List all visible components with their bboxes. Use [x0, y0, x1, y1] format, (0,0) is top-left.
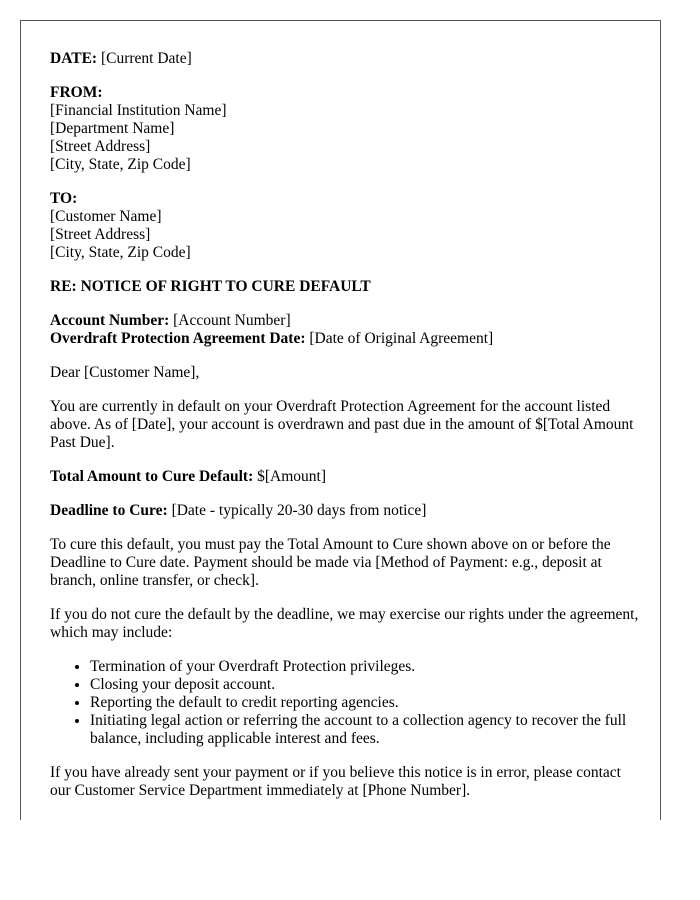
from-block	[50, 84, 642, 174]
from-label: FROM:	[50, 84, 103, 101]
letter-page	[20, 20, 661, 820]
from-city: [City, State, Zip Code]	[50, 156, 191, 173]
to-city: [City, State, Zip Code]	[50, 244, 191, 261]
list-item: • Termination of your Overdraft Protection privileges.	[90, 658, 642, 676]
date-label: DATE:	[50, 50, 98, 67]
default-paragraph: You are currently in default on your Overdraft Protection Agreement for the account listed above. As of [Date], your account is overdrawn and past due in the amount of $[Total Amount Past Due].	[50, 398, 634, 451]
account-number-label: Account Number:	[50, 312, 170, 329]
contact-paragraph: If you have already sent your payment or if you believe this notice is in error, please contact our Customer Service Department immediately at [Phone Number].	[50, 764, 621, 799]
total-cure-label: Total Amount to Cure Default:	[50, 468, 254, 485]
agreement-date-label: Overdraft Protection Agreement Date:	[50, 330, 306, 347]
cure-paragraph: To cure this default, you must pay the Total Amount to Cure shown above on or before the Deadline to Cure date. Payment should be made via [Method of Payment: e.g., deposit at branch, online transfer, or check].	[50, 536, 611, 589]
deadline-label: Deadline to Cure:	[50, 502, 168, 519]
subject-line	[50, 278, 642, 296]
account-number-value: [Account Number]	[173, 312, 291, 329]
salutation: Dear [Customer Name],	[50, 364, 200, 381]
to-label: TO:	[50, 190, 78, 207]
list-item: • Initiating legal action or referring the account to a collection agency to recover the full balance, including applicable interest and fees.	[90, 712, 642, 748]
date-line	[50, 50, 642, 68]
subject-text: RE: NOTICE OF RIGHT TO CURE DEFAULT	[50, 278, 371, 295]
total-cure-value: $[Amount]	[257, 468, 326, 485]
from-institution: [Financial Institution Name]	[50, 102, 227, 119]
account-details	[50, 312, 642, 348]
deadline-line	[50, 502, 642, 520]
to-block	[50, 190, 642, 262]
from-department: [Department Name]	[50, 120, 175, 137]
deadline-value: [Date - typically 20-30 days from notice]	[171, 502, 427, 519]
from-street: [Street Address]	[50, 138, 151, 155]
letter-content	[50, 50, 642, 816]
list-item: • Reporting the default to credit reporting agencies.	[90, 694, 642, 712]
agreement-date-value: [Date of Original Agreement]	[309, 330, 494, 347]
account-number-line	[50, 312, 642, 330]
total-cure-line	[50, 468, 642, 486]
list-item: • Closing your deposit account.	[90, 676, 642, 694]
to-customer: [Customer Name]	[50, 208, 162, 225]
to-street: [Street Address]	[50, 226, 151, 243]
rights-paragraph: If you do not cure the default by the deadline, we may exercise our rights under the agreement, which may include:	[50, 606, 639, 641]
agreement-date-line	[50, 330, 642, 348]
date-value: [Current Date]	[100, 50, 192, 67]
consequences-list	[50, 658, 642, 748]
